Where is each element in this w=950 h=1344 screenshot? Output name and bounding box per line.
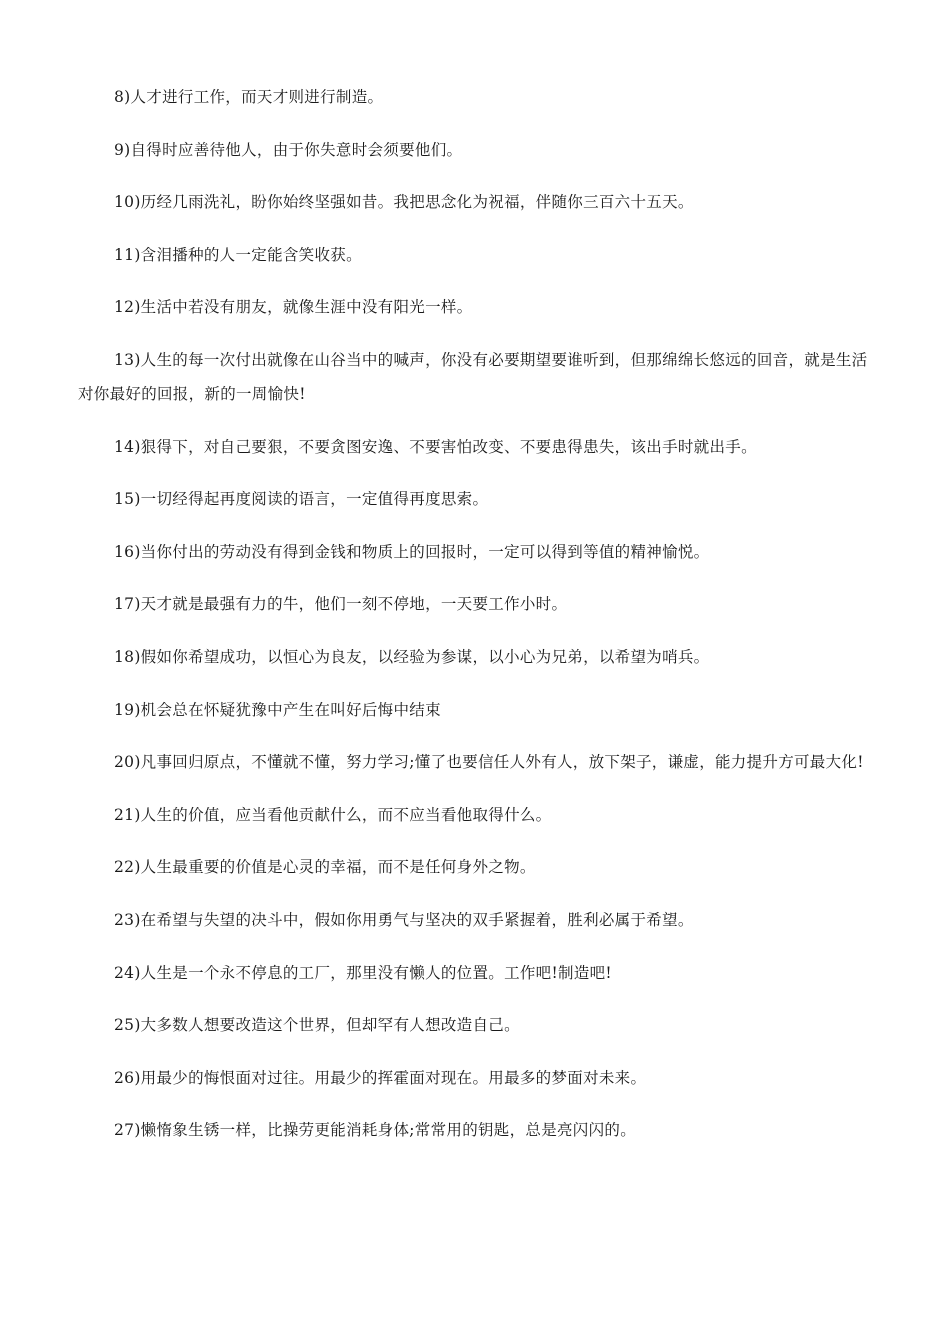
quote-paragraph: 11)含泪播种的人一定能含笑收获。 xyxy=(114,245,362,264)
quote-paragraph: 27)懒惰象生锈一样，比操劳更能消耗身体;常常用的钥匙，总是亮闪闪的。 xyxy=(114,1121,636,1140)
quote-paragraph: 23)在希望与失望的决斗中，假如你用勇气与坚决的双手紧握着，胜利必属于希望。 xyxy=(114,910,694,929)
quote-paragraph: 24)人生是一个永不停息的工厂，那里没有懒人的位置。工作吧!制造吧! xyxy=(114,963,612,982)
quote-paragraph: 9)自得时应善待他人，由于你失意时会须要他们。 xyxy=(114,140,463,159)
document-body xyxy=(78,80,868,1166)
quote-paragraph: 12)生活中若没有朋友，就像生涯中没有阳光一样。 xyxy=(114,298,473,317)
quote-paragraph: 21)人生的价值，应当看他贡献什么，而不应当看他取得什么。 xyxy=(114,805,552,824)
quote-paragraph: 17)天才就是最强有力的牛，他们一刻不停地，一天要工作小时。 xyxy=(114,595,568,614)
quote-paragraph: 25)大多数人想要改造这个世界，但却罕有人想改造自己。 xyxy=(114,1016,520,1035)
quote-paragraph: 20)凡事回归原点，不懂就不懂，努力学习;懂了也要信任人外有人，放下架子，谦虚，能力提升方可最大化! xyxy=(114,753,864,772)
quote-paragraph: 15)一切经得起再度阅读的语言，一定值得再度思索。 xyxy=(114,490,489,509)
quote-paragraph: 13)人生的每一次付出就像在山谷当中的喊声，你没有必要期望要谁听到，但那绵绵长悠远的回音，就是生活对你最好的回报，新的一周愉快! xyxy=(78,350,868,403)
quote-paragraph: 18)假如你希望成功，以恒心为良友，以经验为参谋，以小心为兄弟，以希望为哨兵。 xyxy=(114,647,710,666)
quote-paragraph: 22)人生最重要的价值是心灵的幸福，而不是任何身外之物。 xyxy=(114,858,536,877)
quote-paragraph: 8)人才进行工作，而天才则进行制造。 xyxy=(114,88,384,106)
quote-paragraph: 14)狠得下，对自己要狠，不要贪图安逸、不要害怕改变、不要患得患失，该出手时就出手。 xyxy=(114,437,757,456)
quote-paragraph: 16)当你付出的劳动没有得到金钱和物质上的回报时，一定可以得到等值的精神愉悦。 xyxy=(114,542,710,561)
quote-paragraph: 19)机会总在怀疑犹豫中产生在叫好后悔中结束 xyxy=(114,700,441,719)
quote-paragraph: 26)用最少的悔恨面对过往。用最少的挥霍面对现在。用最多的梦面对未来。 xyxy=(114,1068,647,1087)
quote-paragraph: 10)历经几雨洗礼，盼你始终坚强如昔。我把思念化为祝福，伴随你三百六十五天。 xyxy=(114,193,694,212)
